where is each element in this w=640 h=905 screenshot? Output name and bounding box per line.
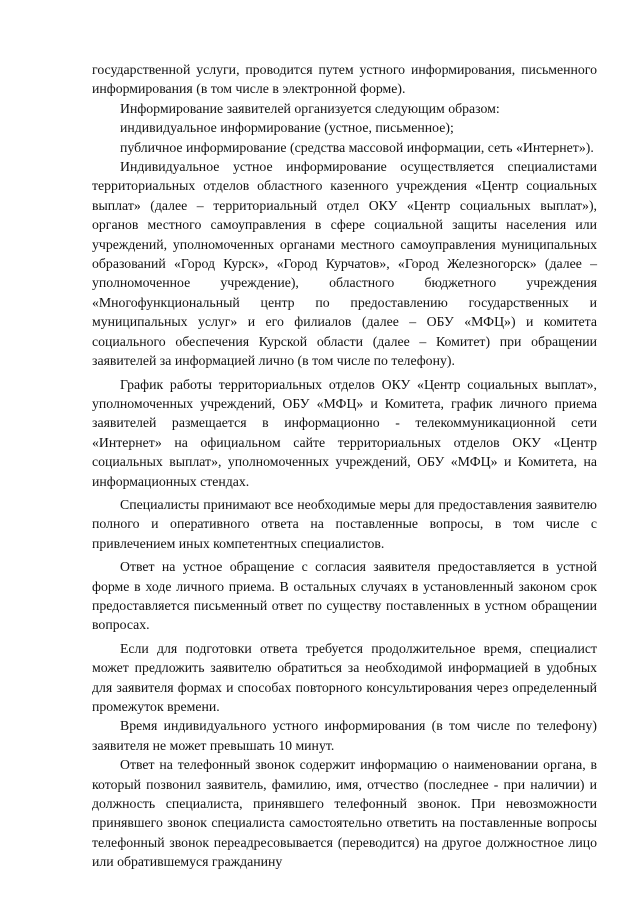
- paragraph-informing-intro: Информирование заявителей организуется следующим образом:: [120, 100, 500, 116]
- paragraph-phone-answer: Ответ на телефонный звонок содержит информацию о наименовании органа, в который позвонил заявитель, фамилию, имя, отчество (последнее - при наличии) и должность специалиста, принявшего телефонный звонок. При невозможности принявшего звонок специалиста самостоятельно ответить на поставленные вопросы телефонный звонок переадресовывается (переводится) на другое должностное лицо или обратившемуся гражданину: [92, 757, 597, 870]
- paragraph-public-informing: публичное информирование (средства массовой информации, сеть «Интернет»).: [120, 139, 594, 155]
- paragraph-individual-informing: индивидуальное информирование (устное, письменное);: [120, 120, 454, 136]
- paragraph-oral-answer: Ответ на устное обращение с согласия заявителя предоставляется в устной форме в ходе личного приема. В остальных случаях в установленный законом срок предоставляется письменный ответ по существу поставленных в устном обращении вопросах.: [92, 559, 597, 633]
- paragraph-time-limit: Время индивидуального устного информирования (в том числе по телефону) заявителя не может превышать 10 минут.: [92, 718, 597, 753]
- paragraph-individual-oral: Индивидуальное устное информирование осуществляется специалистами территориальных отделов областного казенного учреждения «Центр социальных выплат» (далее – территориальный отдел ОКУ «Центр социальных выплат»), органов местного самоуправления в сфере социальной защиты населения или учреждений, уполномоченных органами местного самоуправления муниципальных образований «Город Курск», «Город Курчатов», «Город Железногорск» (далее – уполномоченное учреждение), областного бюджетного учреждения «Многофункциональный центр по предоставлению государственных и муниципальных услуг» и его филиалов (далее – ОБУ «МФЦ») и комитета социального обеспечения Курской области (далее – Комитет) при обращении заявителей за информацией лично (в том числе по телефону).: [92, 159, 597, 369]
- document-page: [92, 60, 597, 872]
- paragraph-long-preparation: Если для подготовки ответа требуется продолжительное время, специалист может предложить заявителю обратиться за необходимой информацией в удобных для заявителя формах и способах повторного консультирования через определенный промежуток времени.: [92, 640, 597, 714]
- paragraph-work-schedule: График работы территориальных отделов ОКУ «Центр социальных выплат», уполномоченных учреждений, ОБУ «МФЦ» и Комитета, график личного приема заявителей размещается в информационно - телекоммуникационной сети «Интернет» на официальном сайте территориальных отделов ОКУ «Центр социальных выплат», уполномоченных учреждений, ОБУ «МФЦ» и Комитета, на информационных стендах.: [92, 376, 597, 489]
- paragraph-continuation: государственной услуги, проводится путем устного информирования, письменного информирования (в том числе в электронной форме).: [92, 62, 597, 97]
- paragraph-specialists-measures: Специалисты принимают все необходимые меры для предоставления заявителю полного и оперативного ответа на поставленные вопросы, в том числе с привлечением иных компетентных специалистов.: [92, 496, 597, 551]
